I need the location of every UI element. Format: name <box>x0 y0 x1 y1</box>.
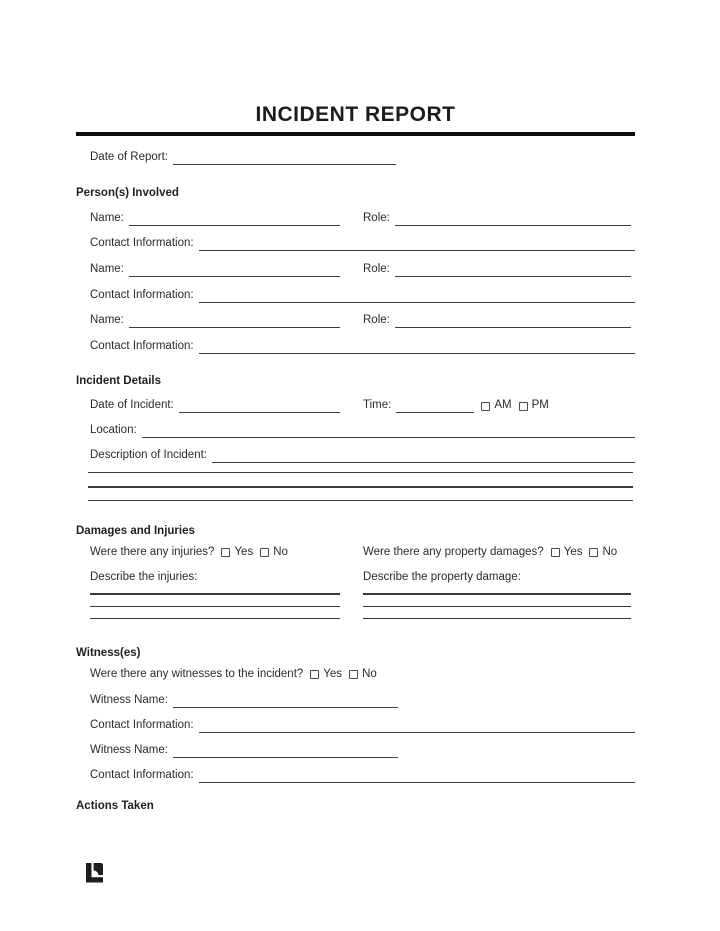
incident-location-input-line[interactable] <box>142 423 635 438</box>
property-blank-line-1[interactable] <box>363 593 631 594</box>
date-of-report-input-line[interactable] <box>173 150 396 165</box>
injuries-blank-line-1[interactable] <box>90 593 340 594</box>
date-of-report-field <box>90 149 635 165</box>
incident-date-input-line[interactable] <box>179 398 340 413</box>
date-of-report-label: Date of Report: <box>90 151 168 163</box>
property-blank-line-3[interactable] <box>363 618 631 619</box>
person-3-name-role-row <box>90 312 635 328</box>
describe-injuries-label: Describe the injuries: <box>90 571 198 584</box>
incident-location-label: Location: <box>90 424 137 436</box>
person-3-contact-input-line[interactable] <box>199 339 635 354</box>
witness-2-name-input-line[interactable] <box>173 743 398 758</box>
injuries-yes-checkbox[interactable] <box>221 548 230 557</box>
person-1-contact-input-line[interactable] <box>199 236 635 251</box>
describe-property-label: Describe the property damage: <box>363 571 521 584</box>
person-role-label: Role: <box>363 314 390 326</box>
incident-time-input-line[interactable] <box>396 398 474 413</box>
am-checkbox[interactable] <box>481 402 490 411</box>
injuries-no-checkbox[interactable] <box>260 548 269 557</box>
injuries-no-label: No <box>273 546 288 559</box>
person-2-name-role-row <box>90 261 635 277</box>
witness-1-name-input-line[interactable] <box>173 693 398 708</box>
incident-location-field <box>90 422 635 438</box>
incident-description-input-line[interactable] <box>212 448 635 463</box>
witness-name-label: Witness Name: <box>90 744 168 757</box>
witness-1-name-field <box>90 692 635 708</box>
persons-section-heading: Person(s) Involved <box>76 187 179 199</box>
incident-description-label: Description of Incident: <box>90 449 207 461</box>
injuries-blank-line-2[interactable] <box>90 606 340 607</box>
property-yes-label: Yes <box>563 546 583 559</box>
incident-date-label: Date of Incident: <box>90 399 174 411</box>
property-no-label: No <box>602 546 618 559</box>
injuries-yes-label: Yes <box>234 546 254 559</box>
witness-2-name-field <box>90 742 635 758</box>
witness-contact-label: Contact Information: <box>90 769 194 782</box>
damages-questions-row <box>90 545 635 560</box>
incident-date-time-row <box>90 397 635 413</box>
injuries-question-field <box>90 545 340 560</box>
person-contact-label: Contact Information: <box>90 289 194 301</box>
column-gap <box>340 545 363 560</box>
witnesses-no-label: No <box>362 668 377 681</box>
person-name-label: Name: <box>90 212 124 224</box>
person-1-role-input-line[interactable] <box>395 211 631 226</box>
witness-name-label: Witness Name: <box>90 694 168 707</box>
witnesses-question-field <box>90 667 635 682</box>
incident-time-field <box>363 398 631 413</box>
incident-date-field <box>90 398 340 413</box>
person-3-role-input-line[interactable] <box>395 313 631 328</box>
property-no-checkbox[interactable] <box>589 548 598 557</box>
witness-contact-label: Contact Information: <box>90 719 194 732</box>
person-2-contact-field <box>90 287 635 303</box>
column-gap <box>340 593 363 594</box>
damages-answer-line-row-2 <box>90 606 635 607</box>
person-contact-label: Contact Information: <box>90 340 194 352</box>
person-3-contact-field <box>90 338 635 354</box>
witnesses-section-heading: Witness(es) <box>76 647 141 660</box>
person-role-label: Role: <box>363 263 390 275</box>
witness-2-contact-field <box>90 767 635 783</box>
am-checkbox-label: AM <box>494 399 512 411</box>
person-2-name-field <box>90 262 340 277</box>
incident-time-label: Time: <box>363 399 392 411</box>
pm-checkbox-label: PM <box>531 399 549 411</box>
damages-describe-labels-row <box>90 571 635 583</box>
pm-checkbox[interactable] <box>519 402 528 411</box>
form-content <box>76 0 635 883</box>
person-name-label: Name: <box>90 314 124 326</box>
legaltemplates-logo-icon <box>86 862 103 883</box>
person-2-role-input-line[interactable] <box>395 262 631 277</box>
property-question-label: Were there any property damages? <box>363 546 544 559</box>
injuries-blank-line-3[interactable] <box>90 618 340 619</box>
person-3-role-field <box>363 313 631 328</box>
incident-description-blank-line-3[interactable] <box>88 500 633 501</box>
witnesses-yes-label: Yes <box>323 668 343 681</box>
person-name-label: Name: <box>90 263 124 275</box>
person-role-label: Role: <box>363 212 390 224</box>
incident-section-heading: Incident Details <box>76 375 161 387</box>
incident-description-field <box>90 447 635 463</box>
witnesses-yes-checkbox[interactable] <box>310 670 319 679</box>
title-divider <box>76 132 635 136</box>
person-3-name-field <box>90 313 340 328</box>
column-gap <box>340 606 363 607</box>
person-1-role-field <box>363 211 631 226</box>
incident-description-blank-line-2[interactable] <box>88 486 633 487</box>
witnesses-question-label: Were there any witnesses to the incident? <box>90 668 304 681</box>
damages-answer-line-row-1 <box>90 593 635 594</box>
damages-answer-line-row-3 <box>90 618 635 619</box>
column-gap <box>340 571 363 583</box>
page-title: INCIDENT REPORT <box>255 103 456 126</box>
column-gap <box>340 618 363 619</box>
person-1-name-field <box>90 211 340 226</box>
injuries-question-label: Were there any injuries? <box>90 546 215 559</box>
person-2-role-field <box>363 262 631 277</box>
property-question-field <box>363 545 631 560</box>
person-2-name-input-line[interactable] <box>129 262 340 277</box>
person-contact-label: Contact Information: <box>90 237 194 249</box>
property-blank-line-2[interactable] <box>363 606 631 607</box>
person-1-name-role-row <box>90 210 635 226</box>
witness-1-contact-input-line[interactable] <box>199 718 635 733</box>
legaltemplates-logo <box>86 862 103 883</box>
person-2-contact-input-line[interactable] <box>199 288 635 303</box>
property-yes-checkbox[interactable] <box>551 548 560 557</box>
incident-description-blank-line-1[interactable] <box>88 472 633 473</box>
actions-section-heading: Actions Taken <box>76 800 154 813</box>
person-1-contact-field <box>90 235 635 251</box>
witness-2-contact-input-line[interactable] <box>199 768 635 783</box>
damages-section-heading: Damages and Injuries <box>76 525 195 538</box>
witness-1-contact-field <box>90 717 635 733</box>
person-3-name-input-line[interactable] <box>129 313 340 328</box>
person-1-name-input-line[interactable] <box>129 211 340 226</box>
witnesses-no-checkbox[interactable] <box>349 670 358 679</box>
